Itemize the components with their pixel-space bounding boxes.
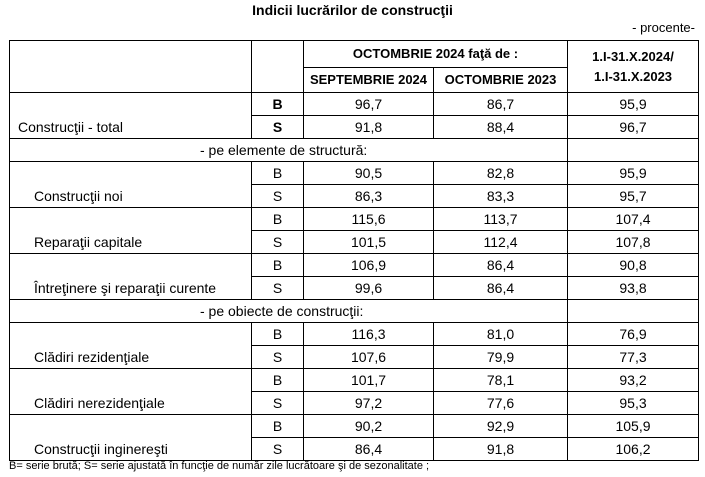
flag-cell: S bbox=[252, 277, 304, 300]
table-row bbox=[10, 415, 699, 438]
value-cell: 101,7 bbox=[304, 369, 434, 392]
flag-cell: S bbox=[252, 231, 304, 254]
value-cell: 105,9 bbox=[568, 415, 699, 438]
flag-cell: B bbox=[252, 208, 304, 231]
value-cell: 82,8 bbox=[434, 162, 568, 185]
value-cell: 86,3 bbox=[304, 185, 434, 208]
value-cell: 95,9 bbox=[568, 162, 699, 185]
value-cell: 113,7 bbox=[434, 208, 568, 231]
section-label-objects: - pe obiecte de construcţii: bbox=[10, 300, 568, 323]
value-cell: 116,3 bbox=[304, 323, 434, 346]
flag-cell: B bbox=[252, 323, 304, 346]
value-cell: 86,4 bbox=[304, 438, 434, 461]
value-cell: 86,4 bbox=[434, 277, 568, 300]
indices-table bbox=[9, 40, 699, 461]
value-cell: 91,8 bbox=[434, 438, 568, 461]
header-group: OCTOMBRIE 2024 faţă de : bbox=[304, 41, 568, 68]
table-row bbox=[10, 162, 699, 185]
value-cell: 95,7 bbox=[568, 185, 699, 208]
header-row-1 bbox=[10, 41, 699, 68]
value-cell: 90,2 bbox=[304, 415, 434, 438]
value-cell: 83,3 bbox=[434, 185, 568, 208]
header-col1: SEPTEMBRIE 2024 bbox=[304, 68, 434, 93]
row-label: Clădiri rezidenţiale bbox=[10, 323, 252, 369]
value-cell: 106,2 bbox=[568, 438, 699, 461]
value-cell: 112,4 bbox=[434, 231, 568, 254]
row-label-total: Construcţii - total bbox=[10, 93, 252, 139]
table-row bbox=[10, 208, 699, 231]
section-empty-cell bbox=[568, 139, 699, 162]
flag-cell: B bbox=[252, 93, 304, 116]
header-col3 bbox=[568, 41, 699, 93]
table-row bbox=[10, 323, 699, 346]
value-cell: 99,6 bbox=[304, 277, 434, 300]
value-cell: 93,2 bbox=[568, 369, 699, 392]
value-cell: 92,9 bbox=[434, 415, 568, 438]
table-title: Indicii lucrărilor de construcţii bbox=[252, 2, 453, 18]
value-cell: 86,4 bbox=[434, 254, 568, 277]
value-cell: 101,5 bbox=[304, 231, 434, 254]
value-cell: 107,6 bbox=[304, 346, 434, 369]
value-cell: 86,7 bbox=[434, 93, 568, 116]
row-label: Construcţii noi bbox=[10, 162, 252, 208]
table-row bbox=[10, 93, 699, 116]
flag-cell: B bbox=[252, 415, 304, 438]
table-row bbox=[10, 369, 699, 392]
value-cell: 91,8 bbox=[304, 116, 434, 139]
value-cell: 95,3 bbox=[568, 392, 699, 415]
value-cell: 76,9 bbox=[568, 323, 699, 346]
flag-cell: S bbox=[252, 346, 304, 369]
header-col3-line2: 1.I-31.X.2023 bbox=[593, 68, 673, 84]
section-label-structure: - pe elemente de structură: bbox=[10, 139, 568, 162]
section-row bbox=[10, 139, 699, 162]
value-cell: 81,0 bbox=[434, 323, 568, 346]
flag-cell: S bbox=[252, 438, 304, 461]
section-row bbox=[10, 300, 699, 323]
value-cell: 78,1 bbox=[434, 369, 568, 392]
value-cell: 77,3 bbox=[568, 346, 699, 369]
unit-label: - procente- bbox=[632, 20, 695, 35]
flag-cell: B bbox=[252, 162, 304, 185]
row-label: Reparaţii capitale bbox=[10, 208, 252, 254]
value-cell: 88,4 bbox=[434, 116, 568, 139]
value-cell: 96,7 bbox=[568, 116, 699, 139]
flag-cell: S bbox=[252, 116, 304, 139]
flag-cell: B bbox=[252, 369, 304, 392]
table-row bbox=[10, 254, 699, 277]
header-col3-line1: 1.I-31.X.2024/ bbox=[592, 48, 674, 64]
value-cell: 96,7 bbox=[304, 93, 434, 116]
section-empty-cell bbox=[568, 300, 699, 323]
header-empty-label bbox=[10, 41, 252, 93]
value-cell: 107,4 bbox=[568, 208, 699, 231]
flag-cell: S bbox=[252, 392, 304, 415]
value-cell: 77,6 bbox=[434, 392, 568, 415]
flag-cell: B bbox=[252, 254, 304, 277]
header-col2: OCTOMBRIE 2023 bbox=[434, 68, 568, 93]
value-cell: 106,9 bbox=[304, 254, 434, 277]
value-cell: 95,9 bbox=[568, 93, 699, 116]
row-label: Construcţii inginereşti bbox=[10, 415, 252, 461]
value-cell: 79,9 bbox=[434, 346, 568, 369]
footnote: B= serie brută; S= serie ajustată în funcţie de număr zile lucrătoare şi de sezonalitate ; bbox=[9, 460, 430, 472]
row-label: Întreţinere şi reparaţii curente bbox=[10, 254, 252, 300]
value-cell: 93,8 bbox=[568, 277, 699, 300]
value-cell: 90,8 bbox=[568, 254, 699, 277]
header-empty-flag bbox=[252, 41, 304, 93]
row-label: Clădiri nerezidenţiale bbox=[10, 369, 252, 415]
value-cell: 107,8 bbox=[568, 231, 699, 254]
value-cell: 115,6 bbox=[304, 208, 434, 231]
value-cell: 90,5 bbox=[304, 162, 434, 185]
value-cell: 97,2 bbox=[304, 392, 434, 415]
flag-cell: S bbox=[252, 185, 304, 208]
